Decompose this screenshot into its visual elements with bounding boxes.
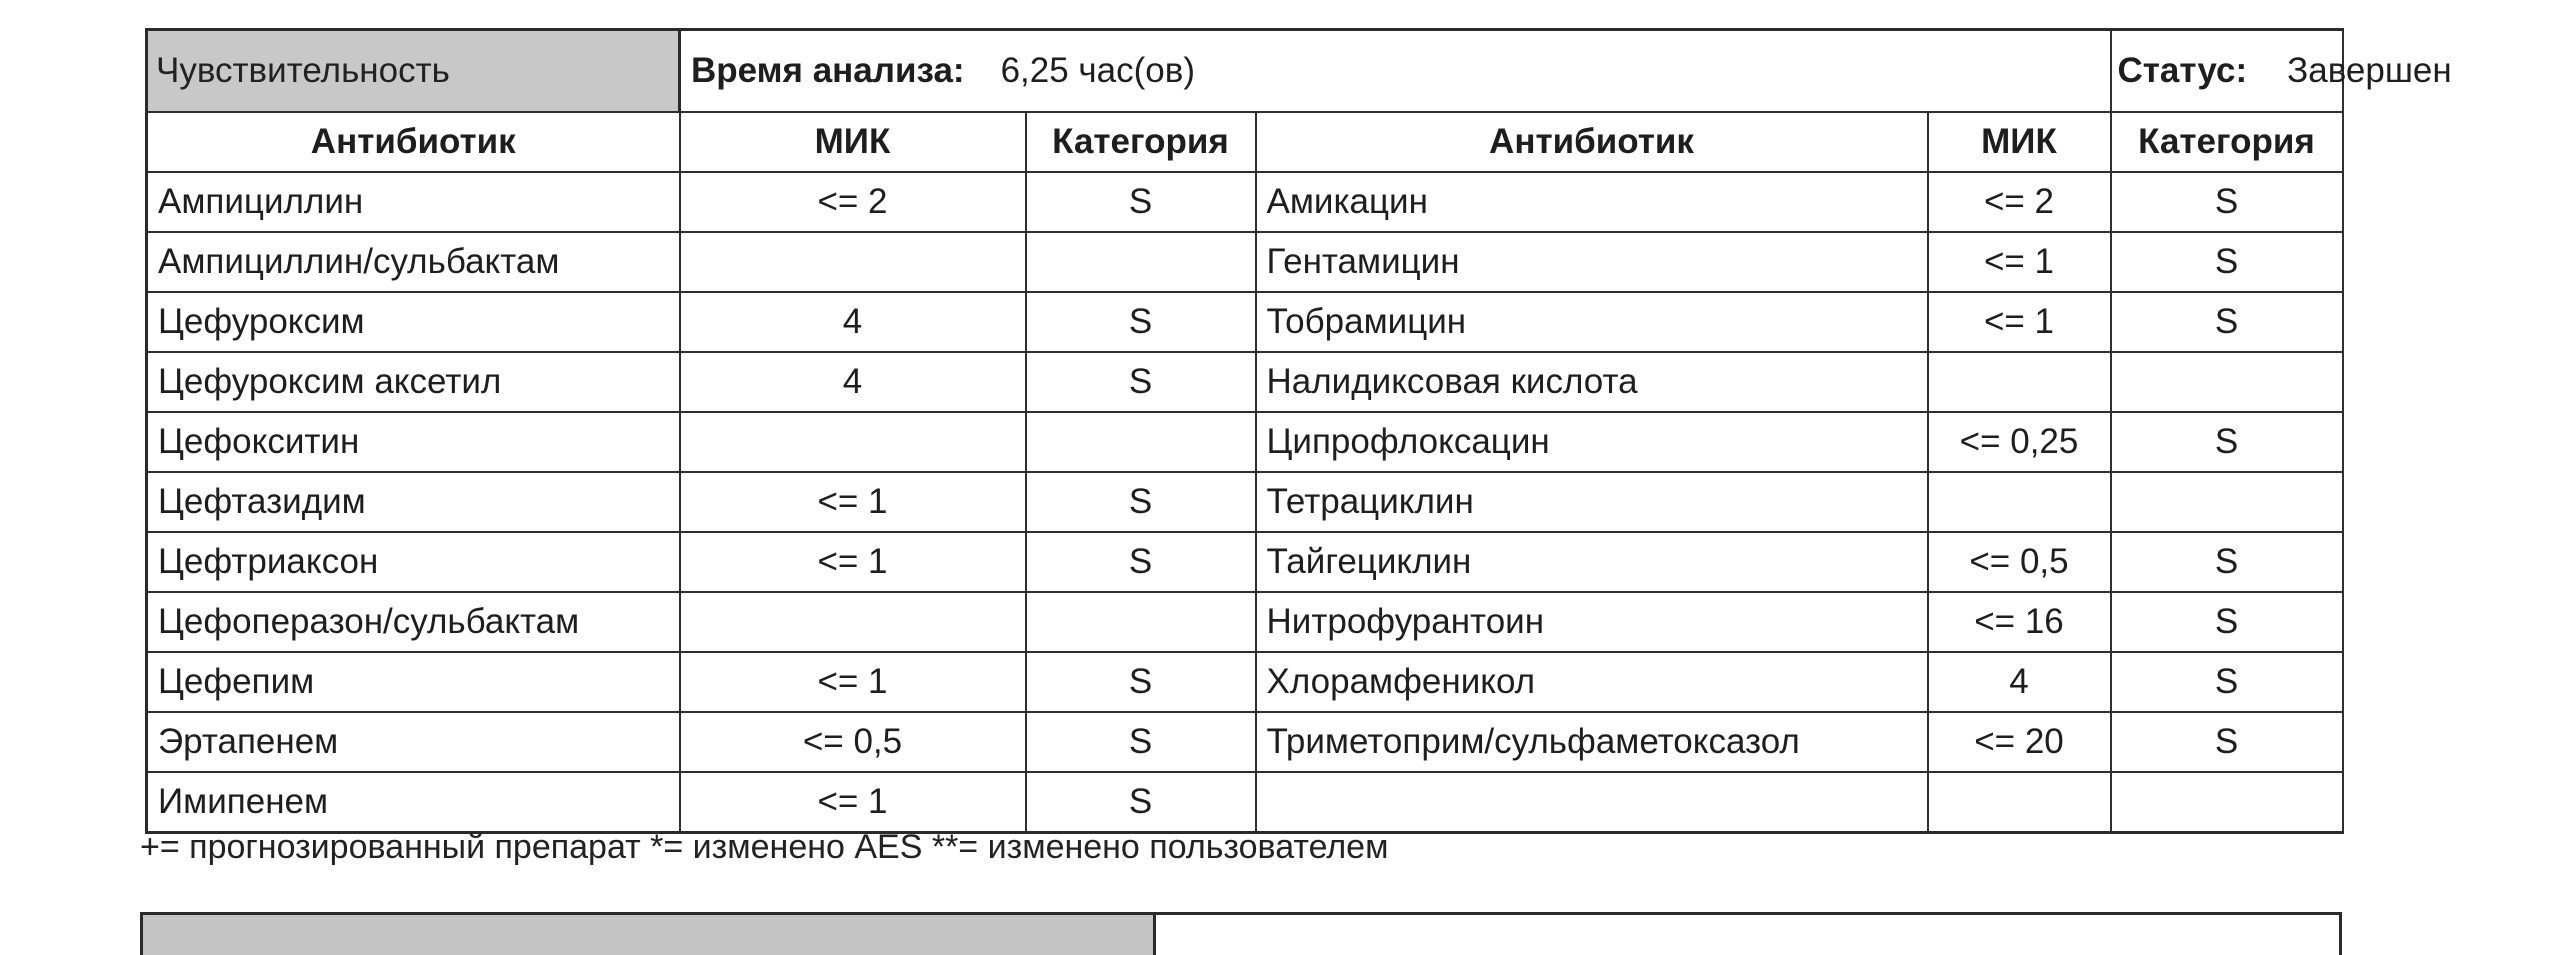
antibiotic-name: Гентамицин	[1256, 232, 1928, 292]
table-row	[147, 232, 2343, 292]
antibiotic-name: Цефокситин	[147, 412, 680, 472]
category-value: S	[2111, 292, 2343, 352]
table-row	[147, 352, 2343, 412]
col-mic-left: МИК	[680, 112, 1026, 172]
col-antibiotic-right: Антибиотик	[1256, 112, 1928, 172]
antibiotic-name: Цефепим	[147, 652, 680, 712]
col-category-left: Категория	[1026, 112, 1256, 172]
mic-value: <= 1	[680, 472, 1026, 532]
mic-value: <= 20	[1928, 712, 2111, 772]
mic-value	[1928, 772, 2111, 833]
mic-value: <= 0,5	[1928, 532, 2111, 592]
status-value: Завершен	[2287, 51, 2452, 90]
header-row	[147, 30, 2343, 113]
antibiotic-name: Тайгециклин	[1256, 532, 1928, 592]
mic-value	[1928, 472, 2111, 532]
category-value: S	[1026, 292, 1256, 352]
category-value	[2111, 772, 2343, 833]
footnote: += прогнозированный препарат *= изменено AES **= изменено пользователем	[140, 828, 1389, 866]
category-value	[1026, 592, 1256, 652]
col-category-right: Категория	[2111, 112, 2343, 172]
table-row	[147, 652, 2343, 712]
mic-value: <= 1	[1928, 292, 2111, 352]
mic-value: <= 1	[680, 772, 1026, 833]
antibiotic-name: Ципрофлоксацин	[1256, 412, 1928, 472]
antibiotic-name: Цефтазидим	[147, 472, 680, 532]
mic-value: <= 2	[1928, 172, 2111, 232]
section-title: Чувствительность	[147, 30, 680, 113]
analysis-time-label: Время анализа:	[691, 51, 965, 90]
category-value: S	[2111, 412, 2343, 472]
mic-value	[680, 592, 1026, 652]
sensitivity-table	[145, 28, 2452, 834]
antibiotic-name: Цефоперазон/сульбактам	[147, 592, 680, 652]
category-value	[1026, 412, 1256, 472]
antibiotic-name: Триметоприм/сульфаметоксазол	[1256, 712, 1928, 772]
status-label: Статус:	[2117, 51, 2248, 90]
next-section-title-box	[143, 915, 1156, 955]
analysis-time-value: 6,25 час(ов)	[1000, 51, 1195, 90]
mic-value: 4	[680, 292, 1026, 352]
table-row	[147, 292, 2343, 352]
table-row	[147, 532, 2343, 592]
mic-value	[1928, 352, 2111, 412]
mic-value: <= 0,5	[680, 712, 1026, 772]
category-value: S	[2111, 532, 2343, 592]
mic-value	[680, 232, 1026, 292]
category-value	[2111, 352, 2343, 412]
category-value: S	[1026, 352, 1256, 412]
mic-value: <= 2	[680, 172, 1026, 232]
category-value: S	[2111, 172, 2343, 232]
mic-value: 4	[1928, 652, 2111, 712]
category-value: S	[1026, 772, 1256, 833]
col-mic-right: МИК	[1928, 112, 2111, 172]
antibiotic-name: Цефуроксим аксетил	[147, 352, 680, 412]
mic-value: 4	[680, 352, 1026, 412]
antibiotic-name: Ампициллин/сульбактам	[147, 232, 680, 292]
mic-value: <= 0,25	[1928, 412, 2111, 472]
antibiotic-name	[1256, 772, 1928, 833]
table-row	[147, 772, 2343, 833]
table-row	[147, 472, 2343, 532]
category-value: S	[1026, 472, 1256, 532]
antibiotic-name: Имипенем	[147, 772, 680, 833]
antibiotic-name: Ампициллин	[147, 172, 680, 232]
table-row	[147, 592, 2343, 652]
mic-value: <= 16	[1928, 592, 2111, 652]
category-value: S	[1026, 532, 1256, 592]
category-value: S	[1026, 172, 1256, 232]
analysis-time	[680, 30, 2111, 113]
status	[2111, 30, 2452, 113]
antibiotic-name: Тобрамицин	[1256, 292, 1928, 352]
antibiotic-name: Хлорамфеникол	[1256, 652, 1928, 712]
antibiotic-name: Цефуроксим	[147, 292, 680, 352]
antibiotic-name: Нитрофурантоин	[1256, 592, 1928, 652]
category-value	[2111, 472, 2343, 532]
category-value: S	[2111, 592, 2343, 652]
mic-value	[680, 412, 1026, 472]
category-value	[1026, 232, 1256, 292]
category-value: S	[1026, 652, 1256, 712]
antibiotic-name: Налидиксовая кислота	[1256, 352, 1928, 412]
column-header-row	[147, 112, 2343, 172]
table-row	[147, 712, 2343, 772]
category-value: S	[1026, 712, 1256, 772]
table-row	[147, 412, 2343, 472]
next-section-panel	[140, 912, 2342, 955]
category-value: S	[2111, 232, 2343, 292]
mic-value: <= 1	[680, 532, 1026, 592]
antibiotic-name: Цефтриаксон	[147, 532, 680, 592]
category-value: S	[2111, 712, 2343, 772]
mic-value: <= 1	[1928, 232, 2111, 292]
mic-value: <= 1	[680, 652, 1026, 712]
col-antibiotic-left: Антибиотик	[147, 112, 680, 172]
category-value: S	[2111, 652, 2343, 712]
antibiotic-name: Эртапенем	[147, 712, 680, 772]
antibiotic-name: Тетрациклин	[1256, 472, 1928, 532]
table-row	[147, 172, 2343, 232]
antibiotic-name: Амикацин	[1256, 172, 1928, 232]
